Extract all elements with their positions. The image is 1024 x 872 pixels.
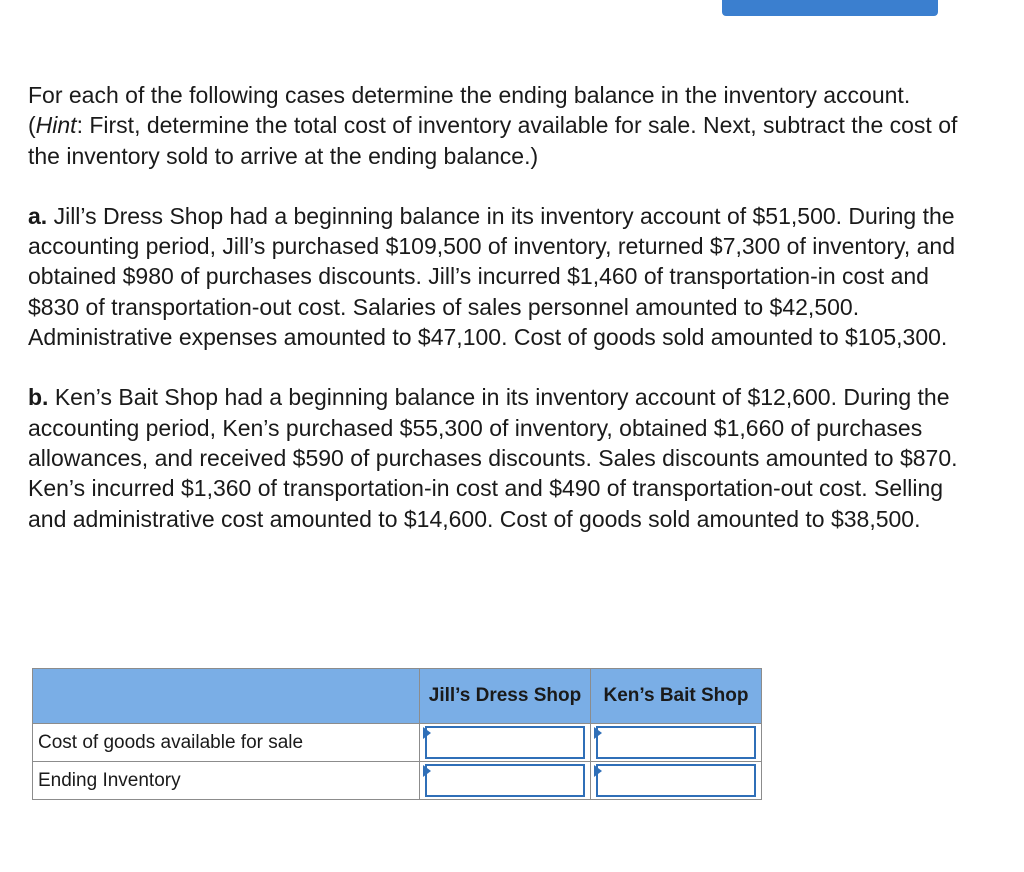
header-blank (33, 669, 420, 724)
header-kens-bait-shop: Ken’s Bait Shop (591, 669, 762, 724)
table-row (33, 762, 762, 800)
ending-inventory-kens-input[interactable] (596, 764, 756, 797)
row-label-cost-available: Cost of goods available for sale (33, 724, 420, 762)
cost-available-jills-input[interactable] (425, 726, 585, 759)
case-b (28, 382, 968, 533)
hint-label: Hint (35, 112, 77, 139)
case-a-label: a. (28, 202, 48, 229)
question-text (28, 80, 968, 564)
answer-table (32, 668, 762, 800)
table-row (33, 724, 762, 762)
input-marker-icon (594, 765, 602, 777)
table-header-row (33, 669, 762, 724)
case-b-text: Ken’s Bait Shop had a beginning balance in its inventory account of $12,600. During the accounting period, Ken’s purchased $55,300 of inventory, obtained $1,660 of purchases allowances, and received $590 of purchases discounts. Sales discounts amounted to $870. Ken’s incurred $1,360 of transportation-in cost and $490 of transportation-out cost. Selling and administrative cost amounted to $14,600. Cost of goods sold amounted to $38,500. (28, 384, 958, 532)
instructions: For each of the following cases determine the ending balance in the inventory account. (Hint: First, determine the total cost of inventory available for sale. Next, subtract the cost of the inventory sold to arrive at the ending balance.) (28, 82, 958, 169)
cost-available-kens-input[interactable] (596, 726, 756, 759)
ending-inventory-jills-input[interactable] (425, 764, 585, 797)
case-b-label: b. (28, 384, 49, 411)
header-jills-dress-shop: Jill’s Dress Shop (420, 669, 591, 724)
top-action-button[interactable] (722, 0, 938, 16)
input-marker-icon (423, 765, 431, 777)
case-a (28, 201, 968, 352)
input-marker-icon (594, 727, 602, 739)
case-a-text: Jill’s Dress Shop had a beginning balance in its inventory account of $51,500. During the accounting period, Jill’s purchased $109,500 of inventory, returned $7,300 of inventory, and obtained $980 of purchases discounts. Jill’s incurred $1,460 of transportation-in cost and $830 of transportation-out cost. Salaries of sales personnel amounted to $42,500. Administrative expenses amounted to $47,100. Cost of goods sold amounted to $105,300. (28, 202, 955, 351)
row-label-ending-inventory: Ending Inventory (33, 762, 420, 800)
input-marker-icon (423, 727, 431, 739)
